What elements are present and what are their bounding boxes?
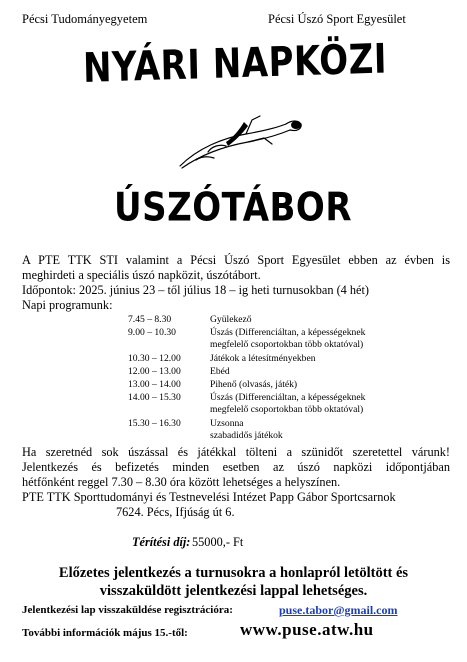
fee-value: 55000,- Ft (192, 535, 244, 549)
intro-line2: meghirdeti a speciális úszó napközit, úszótábort. (22, 268, 261, 282)
schedule-activity: Játékok a létesítményekben (210, 353, 316, 364)
registration-note-line1: Előzetes jelentkezés a turnusokra a honlapról letöltött és (58, 565, 409, 581)
intro-line1: A PTE TTK STI valamint a Pécsi Úszó Sport Egyesület ebben az évben is (22, 253, 450, 267)
organizer-left: Pécsi Tudományegyetem (22, 12, 148, 26)
website-link[interactable]: www.puse.atw.hu (240, 620, 374, 639)
email-link[interactable]: puse.tabor@gmail.com (279, 603, 398, 617)
info-line1: Ha szeretnéd sok úszással és játékkal tölteni a szünidőt szeretettel várunk! (22, 445, 450, 459)
info-line3: hétfőnként reggel 7.30 – 8.30 óra között lehetséges a helyszínen. (22, 475, 341, 489)
swimmer-head-shape (291, 121, 301, 129)
venue-line: PTE TTK Sporttudományi és Testnevelési Intézet Papp Gábor Sportcsarnok (22, 490, 396, 504)
schedule-activity: megfelelő csoportokban több oktatóval) (210, 404, 364, 415)
schedule-activity: Pihenő (olvasás, játék) (210, 379, 298, 390)
schedule-time: 13.00 – 14.00 (128, 379, 181, 390)
schedule-time: 12.00 – 13.00 (128, 366, 181, 377)
swimmer-illustration (168, 108, 308, 170)
schedule-activity: Úszás (Differenciáltan, a képességeknek (210, 327, 366, 338)
schedule-time: 10.30 – 12.00 (128, 353, 181, 364)
schedule-activity: Úszás (Differenciáltan, a képességeknek (210, 392, 366, 403)
schedule-activity: Ebéd (210, 366, 230, 377)
info-line2: Jelentkezés és befizetés minden esetben az úszó napközi időpontjában (22, 460, 450, 474)
schedule-activity: Uzsonna (210, 418, 244, 429)
more-info-label: További információk május 15.-től: (22, 627, 188, 639)
schedule-activity: szabadidős játékok (210, 430, 283, 441)
fee-label: Térítési díj: (132, 535, 191, 549)
address-line: 7624. Pécs, Ifjúság út 6. (116, 505, 235, 519)
schedule-time: 14.00 – 15.30 (128, 392, 181, 403)
program-label: Napi programunk: (22, 298, 113, 312)
title-line2: ÚSZÓTÁBOR (113, 185, 353, 231)
email-label: Jelentkezési lap visszaküldése regisztrációra: (22, 604, 233, 616)
dates-line: Időpontok: 2025. június 23 – től július 18 – ig heti turnusokban (4 hét) (22, 283, 370, 297)
schedule-time: 7.45 – 8.30 (128, 314, 172, 325)
schedule-time: 9.00 – 10.30 (128, 327, 176, 338)
schedule-time: 15.30 – 16.30 (128, 418, 181, 429)
schedule-activity: megfelelő csoportokban több oktatóval) (210, 339, 364, 350)
schedule-activity: Gyülekező (210, 314, 252, 325)
organizer-right: Pécsi Úszó Sport Egyesület (268, 12, 406, 26)
title-line1: NYÁRI NAPKÖZI (82, 35, 388, 93)
registration-note-line2: visszaküldött jelentkezési lappal lehetséges. (99, 583, 368, 599)
